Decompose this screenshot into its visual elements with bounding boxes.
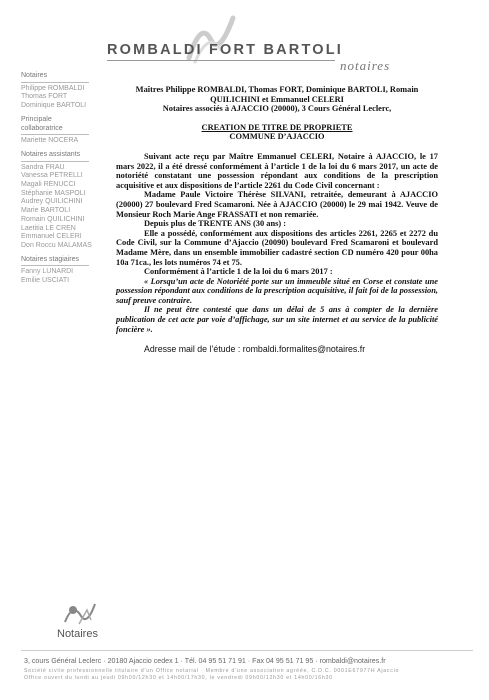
sidebar-name: Magali RENUCCI [21,181,76,189]
sidebar-name: Dominique BARTOLI [21,102,87,110]
addressee-line: QUILICHINI et Emmanuel CELERI [210,94,344,104]
document-body [116,85,438,355]
sidebar-section-collaboratrice [21,116,101,146]
quote-paragraph: « Lorsqu’un acte de Notoriété porte sur un immeuble situé en Corse et constate une possession répondant aux conditions de la prescription acquisitive, il fait foi de la possession, sauf preuve contraire. [116,276,438,305]
sidebar-name: Audrey QUILICHINI [21,198,83,206]
sidebar-section-assistants [21,151,101,251]
title-block [116,123,438,142]
sidebar-name: Thomas FORT [21,93,68,101]
addressee-line: Maîtres Philippe ROMBALDI, Thomas FORT, Dominique BARTOLI, Romain [135,85,419,94]
addressee-line: Notaires associés à AJACCIO (20000), 3 Cours Général Leclerc, [162,104,392,114]
footer-legal-line: Société civile professionnelle titulaire d’un Office notarial · Membre d’une association agréée, C.D.C. 0001E67977H Ajaccio [24,668,400,674]
notaires-emblem-icon [61,598,101,628]
header-divider [107,60,335,61]
firm-logo-icon [181,10,241,70]
document-title: CREATION DE TITRE DE PROPRIETE [201,122,353,132]
sidebar-name: Sandra FRAU [21,163,65,171]
sidebar-section-title: Notaires stagiaires [21,256,89,267]
sidebar-name: Laetitia LE CREN [21,224,76,232]
paragraph: Elle a possédé, conformément aux dispositions des articles 2261, 2265 et 2272 du Code Civil, sur la Commune d’Ajaccio (20090) boulevard Fred Scamaroni et boulevard Madame Mère, dans un ensemble immobilier cadastré section CD numéro 420 pour 00ha 10a 71ca., les lots numéros 74 et 75. [116,228,438,267]
sidebar-name: Emilie USCIATI [21,277,70,285]
quote-paragraph: Il ne peut être contesté que dans un délai de 5 ans à compter de la dernière publication de cet acte par voie d’affichage, sur un site internet et au service de la publicité foncière ». [116,305,438,334]
sidebar-section-notaires [21,72,101,111]
sidebar-name: Marie BARTOLI [21,207,71,215]
footer-contact-line: 3, cours Général Leclerc · 20180 Ajaccio cedex 1 · Tél. 04 95 51 71 91 · Fax 04 95 51 71 95 · rombaldi@notaires.fr [24,657,386,665]
sidebar-section-title: Notaires assistants [21,151,89,162]
paragraph: Madame Paule Victoire Thérèse SILVANI, retraitée, demeurant à AJACCIO (20000) 27 boulevard Fred Scamaroni. Née à AJACCIO (20000) le 29 mai 1942. Veuve de Monsieur Roch Marie Ange FRASSATI et non remariée. [116,190,438,219]
sidebar-name: Fanny LUNARDI [21,268,74,276]
paragraph: Suivant acte reçu par Maître Emmanuel CELERI, Notaire à AJACCIO, le 17 mars 2022, il a été dressé conformément à l’article 1 de la loi du 6 mars 2017, un acte de notoriété constatant une possession répondant aux conditions de la prescription acquisitive et aux dispositions de l’article 2261 du Code Civil concernant : [116,151,438,190]
paragraph: Depuis plus de TRENTE ANS (30 ans) : [144,219,287,229]
sidebar-name: Don Roccu MALAMAS [21,241,92,249]
sidebar-name: Vanessa PETRELLI [21,172,83,180]
sidebar-name: Philippe ROMBALDI [21,84,85,92]
addressee-block [116,85,438,114]
paragraph: Conformément à l’article 1 de la loi du 6 mars 2017 : [144,267,333,277]
sidebar-section-stagiaires [21,256,101,286]
sidebar-name: Stéphanie MASPOLI [21,189,86,197]
sidebar-section-title: Principale collaboratrice [21,116,89,135]
contact-email: Adresse mail de l’étude : rombaldi.formalites@notaires.fr [144,344,366,355]
sidebar-name: Emmanuel CELERI [21,233,82,241]
firm-name: ROMBALDI FORT BARTOLI [107,42,344,58]
footer-hours-line: Office ouvert du lundi au jeudi 09h00/12h30 et 14h00/17h30, le vendredi 09h00/12h30 et 14h00/16h30 [24,675,333,681]
document-subtitle: COMMUNE D’AJACCIO [229,132,325,142]
sidebar-section-title: Notaires [21,72,89,83]
footer-divider [21,650,473,651]
footer-logo-text: Notaires [57,628,98,640]
sidebar-name: Mariette NOCERA [21,137,79,145]
staff-sidebar [21,72,101,291]
sidebar-name: Romain QUILICHINI [21,215,85,223]
firm-subtitle: notaires [340,58,391,73]
